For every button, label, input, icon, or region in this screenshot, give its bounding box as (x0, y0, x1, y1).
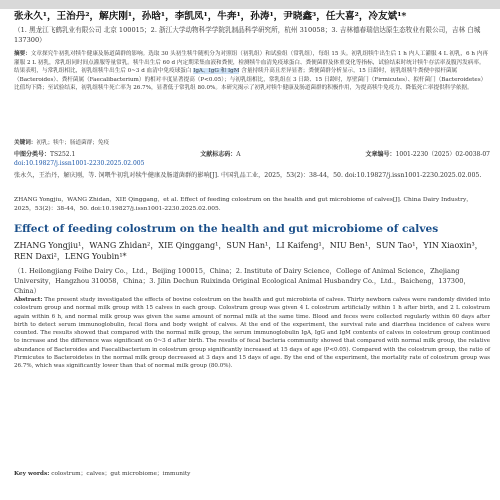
article-number: 文章编号：1001-2230（2025）02-0038-07 (365, 151, 490, 158)
keywords-cn-label: 关键词： (14, 140, 37, 146)
keywords-cn (14, 139, 490, 147)
header-band (0, 0, 500, 9)
keywords-en (14, 470, 490, 478)
abstract-cn (14, 50, 490, 93)
title-en: Effect of feeding colostrum on the health and gut microbiome of calves (14, 223, 439, 235)
abstract-en (14, 296, 490, 371)
abstract-en-label: Abstract: (14, 297, 43, 303)
abstract-cn-text-2: 含量持续升高且差异显著；粪便菌群分析显示，15 日龄时，初乳组犊牛粪便中拟杆菌属（Bacteroides）、粪杆菌属（Faecalibacterium）的相对丰度显著提高（P<0.05）；与初乳组相比，常乳组在 3 日龄、15 日龄时，厚壁菌门（Firmicutes）、拟杆菌门（Bacteroidetes）比值均下降；至试验结束，初乳组犊牛死亡率为 26.7%，显著低于常乳组 80.0%。本研究揭示了初乳对犊牛健康及肠道菌群的积极作用，为提高犊牛免疫力、降低死亡率提供科学依据。 (14, 68, 487, 92)
keywords-en-label: Key words: (14, 471, 50, 477)
citation-cn: 张永久，王治丹，解庆刚，等. 饲喂牛初乳对犊牛健康及肠道菌群的影响[J]. 中国乳品工业，2025，53(2)：38-44，50. doi:10.19827/j.issn1001-2230.2025.02.005. (14, 172, 482, 179)
abstract-en-text: The present study investigated the effects of bovine colostrum on the health and gut microbiota of calves. Thirty newborn calves were randomly divided into colostrum group and normal milk group with 15 calves in each group. Colostrum group was given 4 L colostrum artificially within 1 h after birth, and 2 L colostrum again within 6 h, and normal milk group was given the same amount of normal milk at the same time. Blood and feces were collected regularly within 60 days after birth to detect serum immunoglobulin, fecal flora and body weight of calves. At the end of the experiment, the survival rate and diarrhea incidence of calves were counted. The results showed that compared with the normal milk group, the serum immunoglobulin IgA, IgG and IgM contents of calves in colostrum group continued to increase and the difference was significant on 0~3 d after birth. The results of fecal bacteria community showed that compared with normal milk group, the relative abundance of Bacteroides and Faecalibacterium in colostrum group significantly increased at 15 days of age (P<0.05). Compared with the colostrum group, the ratio of Firmicutes to Bacteroidetes in the normal milk group decreased at 3 days and 15 days of age. By the end of the experiment, the mortality rate of colostrum group was 26.7%, which was significantly lower than that of normal milk group (80.0%). (14, 297, 490, 370)
authors-en: ZHANG Yongjiu¹，WANG Zhidan²，XIE Qinggang¹，SUN Han¹，LI Kaifeng¹，NIU Ben¹，SUN Tao¹，YIN Xiaoxin³，REN Daxi²，LENG Youbin¹* (14, 241, 483, 261)
authors-cn: 张永久¹，王治丹²，解庆刚¹，孙晗¹，李凯凤¹，牛奔¹，孙涛¹，尹晓鑫³，任大喜²，冷友斌¹* (14, 11, 407, 22)
affiliation-cn: （1. 黑龙江飞鹤乳业有限公司 北京 100015；2. 浙江大学动物科学学院乳制品科学研究所，杭州 310058；3. 吉林德春瑞信达原生态牧业有限公司，吉林 白城 137300） (14, 26, 481, 44)
clc-code: 中图分类号：TS252.1 (14, 151, 76, 158)
abstract-cn-highlight: IgA、IgG 和 IgM (193, 68, 240, 75)
article-meta (14, 150, 490, 168)
document-code: 文献标志码：A (200, 151, 241, 158)
affiliation-en: （1. Heilongjiang Feihe Dairy Co.，Ltd.，Beijing 100015，China；2. Institute of Dairy Science，College of Animal Science，Zhejiang University，Hangzhou 310058，China；3. Jilin Dechun Ruixinda Original Ecological Animal Husbandry Co.，Ltd.，Baicheng，137300，China） (14, 267, 470, 295)
abstract-cn-label: 摘要： (14, 51, 31, 57)
keywords-cn-text: 初乳；犊牛；肠道菌群；免疫 (36, 140, 110, 146)
doi-link[interactable]: doi:10.19827/j.issn1001-2230.2025.02.005 (14, 160, 145, 167)
abstract-cn-text-1: 文章探究牛初乳对犊牛健康及肠道菌群的影响。选取 30 头初生犊牛随机分为对照组（初乳组）和试验组（常乳组），每组 15 头。初乳组犊牛出生后 1 h 内人工灌服 4 L 初乳，6 h 内再灌服 2 L 初乳，常乳组同时间点灌服等量常乳。犊牛出生后 60 d 内定期采集血液和粪便，检测犊牛血清免疫球蛋白、粪便菌群及体重变化等指标，试验结束时统计犊牛存活率及腹泻发病率。结果表明，与常乳组相比，初乳组犊牛出生后 0~3 d 血清中免疫球蛋白 (14, 51, 488, 75)
keywords-en-text: colostrum；calves；gut microbiome；immunity (51, 471, 191, 477)
citation-en: ZHANG Yongjiu，WANG Zhidan，XIE Qinggang，et al. Effect of feeding colostrum on the health and gut microbiome of calves[J]. China Dairy Industry，2025，53(2)：38-44，50. doi:10.19827/j.issn1001-2230.2025.02.005. (14, 197, 473, 212)
